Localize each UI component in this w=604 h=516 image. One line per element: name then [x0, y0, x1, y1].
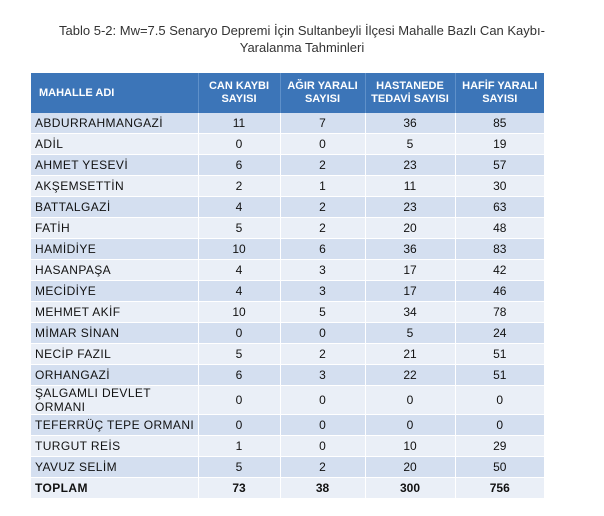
- cell-hafif-yarali: 42: [455, 260, 544, 281]
- cell-hafif-yarali: 0: [455, 415, 544, 436]
- cell-mahalle-name: TURGUT REİS: [31, 436, 198, 457]
- casualty-table: [31, 73, 544, 499]
- cell-mahalle-name: BATTALGAZİ: [31, 197, 198, 218]
- cell-can-kaybi: 0: [198, 134, 280, 155]
- cell-mahalle-name: YAVUZ SELİM: [31, 457, 198, 478]
- cell-agir-yarali: 2: [280, 155, 365, 176]
- cell-hafif-yarali: 46: [455, 281, 544, 302]
- cell-mahalle-name: MİMAR SİNAN: [31, 323, 198, 344]
- cell-hafif-yarali: 85: [455, 113, 544, 134]
- header-agir-yarali-line-1: AĞIR YARALI: [287, 80, 358, 92]
- table-row: [31, 113, 544, 134]
- table-row: [31, 176, 544, 197]
- cell-hafif-yarali: 0: [455, 386, 544, 415]
- cell-hastanede: 11: [365, 176, 455, 197]
- header-hafif-yarali-line-2: SAYISI: [482, 93, 518, 105]
- cell-can-kaybi: 6: [198, 155, 280, 176]
- cell-hastanede: 0: [365, 415, 455, 436]
- cell-hafif-yarali: 48: [455, 218, 544, 239]
- header-mahalle-adi: MAHALLE ADI: [31, 73, 198, 113]
- cell-hafif-yarali: 51: [455, 344, 544, 365]
- cell-mahalle-name: ŞALGAMLI DEVLET ORMANI: [31, 386, 198, 415]
- table-row: [31, 155, 544, 176]
- cell-hastanede: 17: [365, 260, 455, 281]
- cell-hastanede: 5: [365, 134, 455, 155]
- cell-hafif-yarali: 78: [455, 302, 544, 323]
- header-agir-yarali: [280, 73, 365, 113]
- cell-can-kaybi: 0: [198, 415, 280, 436]
- table-row: [31, 323, 544, 344]
- table-row: [31, 260, 544, 281]
- table-row: [31, 457, 544, 478]
- cell-can-kaybi: 5: [198, 457, 280, 478]
- table-row: [31, 365, 544, 386]
- header-agir-yarali-line-2: SAYISI: [304, 93, 341, 105]
- cell-mahalle-name: MECİDİYE: [31, 281, 198, 302]
- cell-agir-yarali: 6: [280, 239, 365, 260]
- cell-agir-yarali: 5: [280, 302, 365, 323]
- table-row: [31, 134, 544, 155]
- header-hastanede-line-1: HASTANEDE: [376, 80, 444, 92]
- cell-mahalle-name: AHMET YESEVİ: [31, 155, 198, 176]
- cell-hastanede: 23: [365, 155, 455, 176]
- cell-hastanede: 17: [365, 281, 455, 302]
- caption-line-2: Yaralanma Tahminleri: [239, 40, 365, 55]
- cell-mahalle-name: FATİH: [31, 218, 198, 239]
- table-row: [31, 281, 544, 302]
- cell-hastanede: 5: [365, 323, 455, 344]
- cell-agir-yarali: 7: [280, 113, 365, 134]
- cell-hafif-yarali: 19: [455, 134, 544, 155]
- cell-mahalle-name: MEHMET AKİF: [31, 302, 198, 323]
- cell-mahalle-name: HASANPAŞA: [31, 260, 198, 281]
- table-row: [31, 344, 544, 365]
- header-row: [31, 73, 544, 113]
- cell-agir-yarali: 2: [280, 457, 365, 478]
- cell-can-kaybi: 2: [198, 176, 280, 197]
- cell-hastanede: 0: [365, 386, 455, 415]
- header-can-kaybi-line-2: SAYISI: [221, 93, 257, 105]
- cell-can-kaybi: 10: [198, 302, 280, 323]
- table-body: [31, 113, 544, 499]
- cell-mahalle-name: ABDURRAHMANGAZİ: [31, 113, 198, 134]
- cell-hafif-yarali: 50: [455, 457, 544, 478]
- total-hastanede: 300: [365, 478, 455, 499]
- total-hafif-yarali: 756: [455, 478, 544, 499]
- table-row: [31, 239, 544, 260]
- cell-agir-yarali: 0: [280, 134, 365, 155]
- cell-can-kaybi: 4: [198, 281, 280, 302]
- cell-can-kaybi: 5: [198, 218, 280, 239]
- table-row: [31, 436, 544, 457]
- header-hafif-yarali-line-1: HAFİF YARALI: [462, 80, 538, 92]
- table-caption: [0, 22, 604, 56]
- cell-hastanede: 22: [365, 365, 455, 386]
- cell-mahalle-name: HAMİDİYE: [31, 239, 198, 260]
- cell-agir-yarali: 0: [280, 323, 365, 344]
- cell-agir-yarali: 3: [280, 365, 365, 386]
- cell-agir-yarali: 2: [280, 197, 365, 218]
- cell-mahalle-name: AKŞEMSETTİN: [31, 176, 198, 197]
- header-can-kaybi: [198, 73, 280, 113]
- cell-can-kaybi: 5: [198, 344, 280, 365]
- cell-agir-yarali: 2: [280, 344, 365, 365]
- cell-hastanede: 36: [365, 239, 455, 260]
- cell-mahalle-name: NECİP FAZIL: [31, 344, 198, 365]
- cell-hastanede: 23: [365, 197, 455, 218]
- cell-hafif-yarali: 30: [455, 176, 544, 197]
- table-row: [31, 218, 544, 239]
- cell-mahalle-name: ADİL: [31, 134, 198, 155]
- cell-agir-yarali: 3: [280, 260, 365, 281]
- total-can-kaybi: 73: [198, 478, 280, 499]
- cell-can-kaybi: 4: [198, 197, 280, 218]
- table-row: [31, 197, 544, 218]
- cell-mahalle-name: ORHANGAZİ: [31, 365, 198, 386]
- cell-hastanede: 36: [365, 113, 455, 134]
- cell-hafif-yarali: 29: [455, 436, 544, 457]
- cell-hastanede: 20: [365, 218, 455, 239]
- cell-hastanede: 34: [365, 302, 455, 323]
- table-header: [31, 73, 544, 113]
- cell-hastanede: 20: [365, 457, 455, 478]
- cell-hafif-yarali: 63: [455, 197, 544, 218]
- cell-can-kaybi: 6: [198, 365, 280, 386]
- cell-agir-yarali: 0: [280, 436, 365, 457]
- table-row: [31, 415, 544, 436]
- cell-agir-yarali: 1: [280, 176, 365, 197]
- caption-line-1: Tablo 5-2: Mw=7.5 Senaryo Depremi İçin Sultanbeyli İlçesi Mahalle Bazlı Can Kaybı-: [59, 23, 545, 38]
- cell-agir-yarali: 2: [280, 218, 365, 239]
- total-label: TOPLAM: [31, 478, 198, 499]
- header-can-kaybi-line-1: CAN KAYBI: [208, 80, 270, 92]
- cell-mahalle-name: TEFERRÜÇ TEPE ORMANI: [31, 415, 198, 436]
- cell-agir-yarali: 0: [280, 415, 365, 436]
- cell-can-kaybi: 1: [198, 436, 280, 457]
- header-hastanede-line-2: TEDAVİ SAYISI: [371, 93, 449, 105]
- cell-can-kaybi: 0: [198, 386, 280, 415]
- cell-hafif-yarali: 51: [455, 365, 544, 386]
- cell-hafif-yarali: 83: [455, 239, 544, 260]
- cell-hafif-yarali: 24: [455, 323, 544, 344]
- total-row: [31, 478, 544, 499]
- cell-hastanede: 10: [365, 436, 455, 457]
- header-hastanede-tedavi: [365, 73, 455, 113]
- cell-can-kaybi: 11: [198, 113, 280, 134]
- cell-hafif-yarali: 57: [455, 155, 544, 176]
- cell-agir-yarali: 3: [280, 281, 365, 302]
- cell-agir-yarali: 0: [280, 386, 365, 415]
- table-row: [31, 386, 544, 415]
- cell-can-kaybi: 10: [198, 239, 280, 260]
- cell-can-kaybi: 4: [198, 260, 280, 281]
- total-agir-yarali: 38: [280, 478, 365, 499]
- header-hafif-yarali: [455, 73, 544, 113]
- cell-can-kaybi: 0: [198, 323, 280, 344]
- table-row: [31, 302, 544, 323]
- cell-hastanede: 21: [365, 344, 455, 365]
